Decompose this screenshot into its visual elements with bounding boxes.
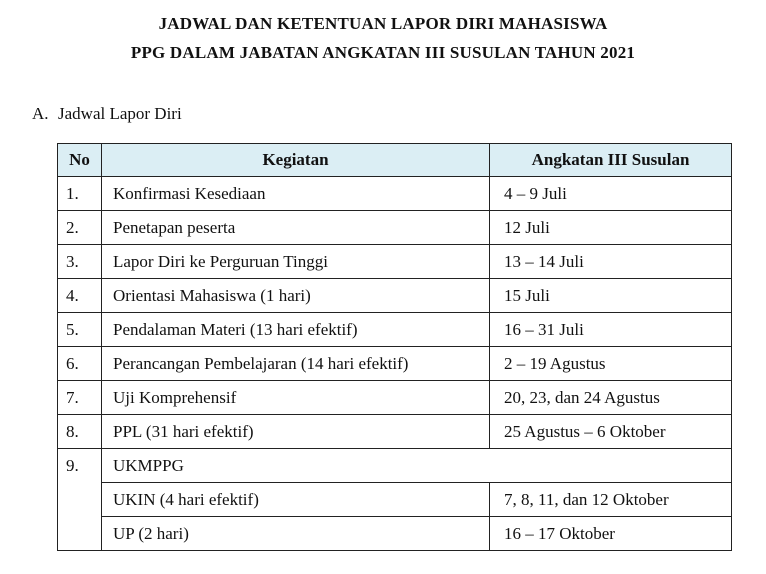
cell-kegiatan: Uji Komprehensif [102, 381, 490, 415]
cell-no: 7. [58, 381, 102, 415]
cell-no: 8. [58, 415, 102, 449]
table-row-sub [58, 517, 732, 551]
cell-no: 1. [58, 177, 102, 211]
cell-no: 2. [58, 211, 102, 245]
table-row [58, 245, 732, 279]
section-letter: A. [32, 104, 49, 123]
cell-no: 5. [58, 313, 102, 347]
table-row [58, 381, 732, 415]
cell-no: 3. [58, 245, 102, 279]
table-row [58, 347, 732, 381]
table-row [58, 415, 732, 449]
table-row-ukmppg [58, 449, 732, 483]
cell-kegiatan: Pendalaman Materi (13 hari efektif) [102, 313, 490, 347]
cell-angkatan: 16 – 17 Oktober [490, 517, 732, 551]
cell-angkatan: 13 – 14 Juli [490, 245, 732, 279]
table-row [58, 177, 732, 211]
cell-angkatan: 20, 23, dan 24 Agustus [490, 381, 732, 415]
section-heading [32, 104, 182, 124]
table-row [58, 279, 732, 313]
schedule-table [57, 143, 732, 551]
table-row [58, 211, 732, 245]
document-title-line-1: JADWAL DAN KETENTUAN LAPOR DIRI MAHASISWA [158, 14, 608, 33]
cell-angkatan: 15 Juli [490, 279, 732, 313]
section-title: Jadwal Lapor Diri [58, 104, 182, 123]
cell-kegiatan: Lapor Diri ke Perguruan Tinggi [102, 245, 490, 279]
cell-angkatan: 4 – 9 Juli [490, 177, 732, 211]
cell-kegiatan: PPL (31 hari efektif) [102, 415, 490, 449]
cell-angkatan-empty [490, 449, 732, 483]
cell-kegiatan: UKIN (4 hari efektif) [102, 483, 490, 517]
cell-kegiatan: Orientasi Mahasiswa (1 hari) [102, 279, 490, 313]
cell-kegiatan: UKMPPG [102, 449, 490, 483]
header-angkatan: Angkatan III Susulan [490, 144, 732, 177]
table-row [58, 313, 732, 347]
cell-no: 6. [58, 347, 102, 381]
table-row-sub [58, 483, 732, 517]
cell-kegiatan: UP (2 hari) [102, 517, 490, 551]
document-title-line-2: PPG DALAM JABATAN ANGKATAN III SUSULAN TAHUN 2021 [130, 43, 636, 62]
cell-angkatan: 25 Agustus – 6 Oktober [490, 415, 732, 449]
header-no: No [58, 144, 102, 177]
cell-kegiatan: Konfirmasi Kesediaan [102, 177, 490, 211]
cell-kegiatan: Perancangan Pembelajaran (14 hari efektif) [102, 347, 490, 381]
cell-angkatan: 7, 8, 11, dan 12 Oktober [490, 483, 732, 517]
cell-no: 4. [58, 279, 102, 313]
cell-kegiatan: Penetapan peserta [102, 211, 490, 245]
cell-angkatan: 16 – 31 Juli [490, 313, 732, 347]
cell-angkatan: 2 – 19 Agustus [490, 347, 732, 381]
cell-no: 9. [58, 449, 102, 551]
header-kegiatan: Kegiatan [102, 144, 490, 177]
cell-angkatan: 12 Juli [490, 211, 732, 245]
table-header-row [58, 144, 732, 177]
